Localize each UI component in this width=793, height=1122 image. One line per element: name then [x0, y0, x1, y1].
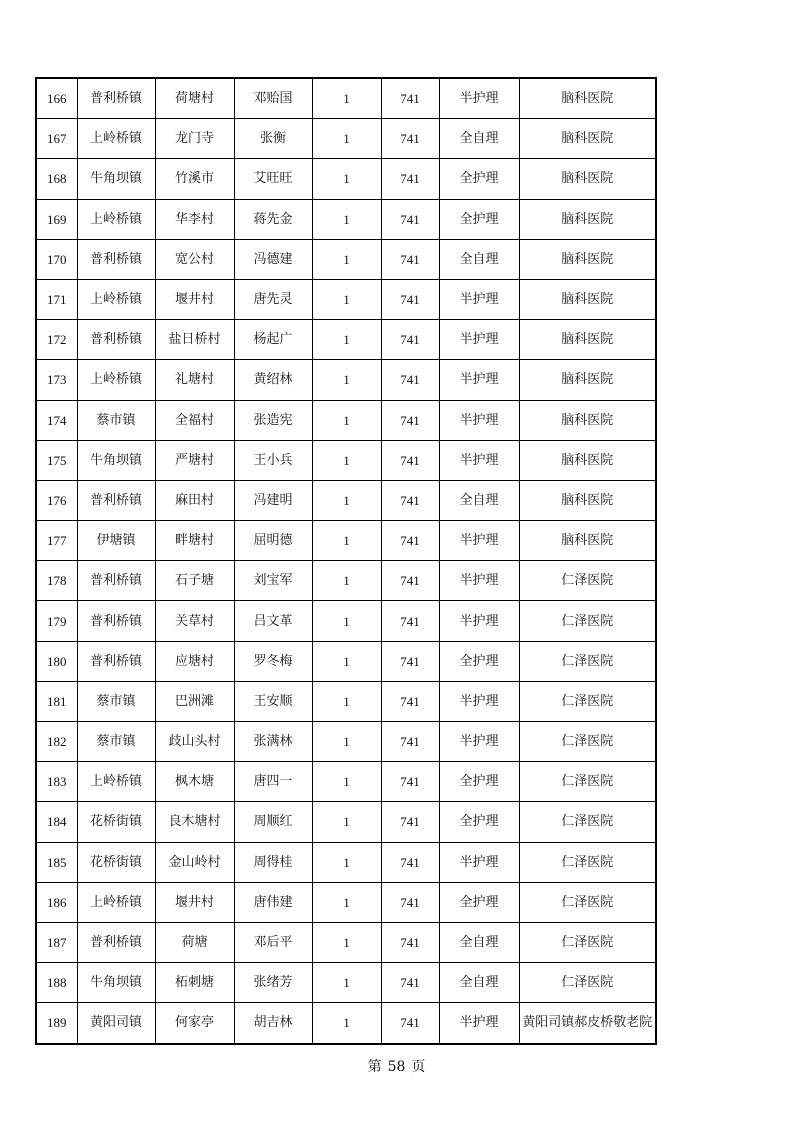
- amount-cell: 741: [381, 681, 439, 721]
- town-cell: 上岭桥镇: [77, 762, 155, 802]
- village-cell: 何家亭: [155, 1003, 234, 1044]
- town-cell: 蔡市镇: [77, 400, 155, 440]
- village-cell: 严塘村: [155, 440, 234, 480]
- name-cell: 唐先灵: [234, 279, 312, 319]
- table-row: [36, 963, 656, 1003]
- table-row: [36, 360, 656, 400]
- town-cell: 普利桥镇: [77, 561, 155, 601]
- count-cell: 1: [312, 561, 381, 601]
- institution-cell: 仁泽医院: [519, 641, 656, 681]
- town-cell: 花桥街镇: [77, 802, 155, 842]
- amount-cell: 741: [381, 722, 439, 762]
- amount-cell: 741: [381, 159, 439, 199]
- institution-cell: 仁泽医院: [519, 922, 656, 962]
- amount-cell: 741: [381, 440, 439, 480]
- name-cell: 冯建明: [234, 480, 312, 520]
- row-number-cell: 181: [36, 681, 77, 721]
- row-number-cell: 183: [36, 762, 77, 802]
- town-cell: 上岭桥镇: [77, 279, 155, 319]
- name-cell: 张满林: [234, 722, 312, 762]
- village-cell: 巴洲滩: [155, 681, 234, 721]
- amount-cell: 741: [381, 601, 439, 641]
- table-row: [36, 199, 656, 239]
- institution-cell: 脑科医院: [519, 78, 656, 119]
- table-row: [36, 119, 656, 159]
- count-cell: 1: [312, 842, 381, 882]
- table-row: [36, 480, 656, 520]
- amount-cell: 741: [381, 400, 439, 440]
- count-cell: 1: [312, 78, 381, 119]
- care-level-cell: 全护理: [439, 199, 519, 239]
- care-level-cell: 半护理: [439, 400, 519, 440]
- town-cell: 普利桥镇: [77, 480, 155, 520]
- amount-cell: 741: [381, 762, 439, 802]
- page-footer: [0, 1056, 793, 1076]
- name-cell: 唐伟建: [234, 882, 312, 922]
- table-row: [36, 320, 656, 360]
- village-cell: 荷塘村: [155, 78, 234, 119]
- count-cell: 1: [312, 440, 381, 480]
- village-cell: 堰井村: [155, 882, 234, 922]
- institution-cell: 黄阳司镇郝皮桥敬老院: [519, 1003, 656, 1044]
- table-row: [36, 78, 656, 119]
- name-cell: 黄绍林: [234, 360, 312, 400]
- amount-cell: 741: [381, 119, 439, 159]
- institution-cell: 脑科医院: [519, 279, 656, 319]
- records-table: [35, 77, 657, 1045]
- table-row: [36, 882, 656, 922]
- town-cell: 蔡市镇: [77, 722, 155, 762]
- name-cell: 唐四一: [234, 762, 312, 802]
- care-level-cell: 半护理: [439, 78, 519, 119]
- amount-cell: 741: [381, 963, 439, 1003]
- amount-cell: 741: [381, 480, 439, 520]
- row-number-cell: 169: [36, 199, 77, 239]
- count-cell: 1: [312, 320, 381, 360]
- count-cell: 1: [312, 199, 381, 239]
- institution-cell: 仁泽医院: [519, 561, 656, 601]
- table-row: [36, 842, 656, 882]
- care-level-cell: 全自理: [439, 119, 519, 159]
- care-level-cell: 全自理: [439, 922, 519, 962]
- name-cell: 蒋先金: [234, 199, 312, 239]
- amount-cell: 741: [381, 199, 439, 239]
- name-cell: 屈明德: [234, 521, 312, 561]
- table-row: [36, 922, 656, 962]
- amount-cell: 741: [381, 882, 439, 922]
- row-number-cell: 173: [36, 360, 77, 400]
- care-level-cell: 半护理: [439, 440, 519, 480]
- institution-cell: 仁泽医院: [519, 802, 656, 842]
- table-row: [36, 440, 656, 480]
- town-cell: 牛角坝镇: [77, 963, 155, 1003]
- village-cell: 柘刺塘: [155, 963, 234, 1003]
- count-cell: 1: [312, 963, 381, 1003]
- institution-cell: 仁泽医院: [519, 681, 656, 721]
- amount-cell: 741: [381, 521, 439, 561]
- amount-cell: 741: [381, 360, 439, 400]
- village-cell: 应塘村: [155, 641, 234, 681]
- amount-cell: 741: [381, 802, 439, 842]
- name-cell: 邓后平: [234, 922, 312, 962]
- name-cell: 周得桂: [234, 842, 312, 882]
- care-level-cell: 半护理: [439, 681, 519, 721]
- footer-prefix: 第: [367, 1059, 382, 1075]
- row-number-cell: 168: [36, 159, 77, 199]
- name-cell: 杨起广: [234, 320, 312, 360]
- village-cell: 石子塘: [155, 561, 234, 601]
- count-cell: 1: [312, 279, 381, 319]
- institution-cell: 脑科医院: [519, 400, 656, 440]
- count-cell: 1: [312, 239, 381, 279]
- amount-cell: 741: [381, 239, 439, 279]
- care-level-cell: 半护理: [439, 1003, 519, 1044]
- table-row: [36, 641, 656, 681]
- name-cell: 冯德建: [234, 239, 312, 279]
- institution-cell: 脑科医院: [519, 119, 656, 159]
- institution-cell: 仁泽医院: [519, 762, 656, 802]
- village-cell: 畔塘村: [155, 521, 234, 561]
- row-number-cell: 189: [36, 1003, 77, 1044]
- name-cell: 罗冬梅: [234, 641, 312, 681]
- town-cell: 蔡市镇: [77, 681, 155, 721]
- institution-cell: 脑科医院: [519, 239, 656, 279]
- village-cell: 盐日桥村: [155, 320, 234, 360]
- count-cell: 1: [312, 400, 381, 440]
- table-row: [36, 400, 656, 440]
- institution-cell: 仁泽医院: [519, 882, 656, 922]
- institution-cell: 脑科医院: [519, 521, 656, 561]
- village-cell: 竹溪市: [155, 159, 234, 199]
- row-number-cell: 171: [36, 279, 77, 319]
- count-cell: 1: [312, 480, 381, 520]
- row-number-cell: 172: [36, 320, 77, 360]
- row-number-cell: 166: [36, 78, 77, 119]
- table-row: [36, 802, 656, 842]
- amount-cell: 741: [381, 641, 439, 681]
- amount-cell: 741: [381, 78, 439, 119]
- care-level-cell: 全护理: [439, 802, 519, 842]
- table-row: [36, 521, 656, 561]
- amount-cell: 741: [381, 1003, 439, 1044]
- care-level-cell: 全自理: [439, 963, 519, 1003]
- name-cell: 刘宝军: [234, 561, 312, 601]
- village-cell: 礼塘村: [155, 360, 234, 400]
- town-cell: 牛角坝镇: [77, 440, 155, 480]
- table-row: [36, 722, 656, 762]
- care-level-cell: 半护理: [439, 561, 519, 601]
- row-number-cell: 185: [36, 842, 77, 882]
- count-cell: 1: [312, 521, 381, 561]
- table-row: [36, 279, 656, 319]
- care-level-cell: 全护理: [439, 882, 519, 922]
- care-level-cell: 全护理: [439, 641, 519, 681]
- town-cell: 黄阳司镇: [77, 1003, 155, 1044]
- name-cell: 张绪芳: [234, 963, 312, 1003]
- village-cell: 堰井村: [155, 279, 234, 319]
- amount-cell: 741: [381, 320, 439, 360]
- row-number-cell: 179: [36, 601, 77, 641]
- care-level-cell: 半护理: [439, 601, 519, 641]
- town-cell: 伊塘镇: [77, 521, 155, 561]
- village-cell: 荷塘: [155, 922, 234, 962]
- town-cell: 普利桥镇: [77, 78, 155, 119]
- row-number-cell: 175: [36, 440, 77, 480]
- table-row: [36, 762, 656, 802]
- institution-cell: 脑科医院: [519, 360, 656, 400]
- table-row: [36, 601, 656, 641]
- row-number-cell: 177: [36, 521, 77, 561]
- name-cell: 周顺红: [234, 802, 312, 842]
- name-cell: 王安顺: [234, 681, 312, 721]
- table-row: [36, 1003, 656, 1044]
- count-cell: 1: [312, 119, 381, 159]
- institution-cell: 仁泽医院: [519, 963, 656, 1003]
- footer-suffix: 页: [411, 1059, 426, 1075]
- town-cell: 上岭桥镇: [77, 360, 155, 400]
- row-number-cell: 180: [36, 641, 77, 681]
- count-cell: 1: [312, 641, 381, 681]
- name-cell: 胡吉林: [234, 1003, 312, 1044]
- institution-cell: 仁泽医院: [519, 842, 656, 882]
- institution-cell: 仁泽医院: [519, 601, 656, 641]
- town-cell: 上岭桥镇: [77, 199, 155, 239]
- care-level-cell: 全护理: [439, 159, 519, 199]
- name-cell: 艾旺旺: [234, 159, 312, 199]
- institution-cell: 脑科医院: [519, 320, 656, 360]
- name-cell: 吕文革: [234, 601, 312, 641]
- village-cell: 龙门寺: [155, 119, 234, 159]
- care-level-cell: 半护理: [439, 842, 519, 882]
- town-cell: 普利桥镇: [77, 922, 155, 962]
- row-number-cell: 176: [36, 480, 77, 520]
- town-cell: 花桥街镇: [77, 842, 155, 882]
- table-row: [36, 159, 656, 199]
- village-cell: 麻田村: [155, 480, 234, 520]
- institution-cell: 仁泽医院: [519, 722, 656, 762]
- count-cell: 1: [312, 802, 381, 842]
- institution-cell: 脑科医院: [519, 159, 656, 199]
- village-cell: 歧山头村: [155, 722, 234, 762]
- care-level-cell: 全自理: [439, 480, 519, 520]
- village-cell: 华李村: [155, 199, 234, 239]
- row-number-cell: 167: [36, 119, 77, 159]
- village-cell: 枫木塘: [155, 762, 234, 802]
- count-cell: 1: [312, 159, 381, 199]
- village-cell: 宽公村: [155, 239, 234, 279]
- count-cell: 1: [312, 882, 381, 922]
- institution-cell: 脑科医院: [519, 199, 656, 239]
- row-number-cell: 178: [36, 561, 77, 601]
- village-cell: 金山岭村: [155, 842, 234, 882]
- row-number-cell: 174: [36, 400, 77, 440]
- count-cell: 1: [312, 922, 381, 962]
- amount-cell: 741: [381, 922, 439, 962]
- care-level-cell: 半护理: [439, 521, 519, 561]
- care-level-cell: 全自理: [439, 239, 519, 279]
- row-number-cell: 184: [36, 802, 77, 842]
- care-level-cell: 半护理: [439, 279, 519, 319]
- table-row: [36, 561, 656, 601]
- count-cell: 1: [312, 360, 381, 400]
- town-cell: 普利桥镇: [77, 641, 155, 681]
- institution-cell: 脑科医院: [519, 440, 656, 480]
- village-cell: 关草村: [155, 601, 234, 641]
- town-cell: 普利桥镇: [77, 601, 155, 641]
- town-cell: 上岭桥镇: [77, 119, 155, 159]
- amount-cell: 741: [381, 279, 439, 319]
- care-level-cell: 半护理: [439, 320, 519, 360]
- count-cell: 1: [312, 1003, 381, 1044]
- row-number-cell: 186: [36, 882, 77, 922]
- row-number-cell: 188: [36, 963, 77, 1003]
- village-cell: 良木塘村: [155, 802, 234, 842]
- town-cell: 上岭桥镇: [77, 882, 155, 922]
- table-row: [36, 239, 656, 279]
- table-row: [36, 681, 656, 721]
- village-cell: 全福村: [155, 400, 234, 440]
- row-number-cell: 182: [36, 722, 77, 762]
- table-body: [36, 78, 656, 1044]
- institution-cell: 脑科医院: [519, 480, 656, 520]
- row-number-cell: 170: [36, 239, 77, 279]
- name-cell: 王小兵: [234, 440, 312, 480]
- count-cell: 1: [312, 681, 381, 721]
- row-number-cell: 187: [36, 922, 77, 962]
- name-cell: 张衡: [234, 119, 312, 159]
- care-level-cell: 半护理: [439, 360, 519, 400]
- count-cell: 1: [312, 601, 381, 641]
- name-cell: 张造宪: [234, 400, 312, 440]
- name-cell: 邓贻国: [234, 78, 312, 119]
- care-level-cell: 全护理: [439, 762, 519, 802]
- page-number: 58: [387, 1059, 406, 1075]
- town-cell: 普利桥镇: [77, 320, 155, 360]
- town-cell: 牛角坝镇: [77, 159, 155, 199]
- town-cell: 普利桥镇: [77, 239, 155, 279]
- amount-cell: 741: [381, 561, 439, 601]
- count-cell: 1: [312, 722, 381, 762]
- amount-cell: 741: [381, 842, 439, 882]
- count-cell: 1: [312, 762, 381, 802]
- care-level-cell: 半护理: [439, 722, 519, 762]
